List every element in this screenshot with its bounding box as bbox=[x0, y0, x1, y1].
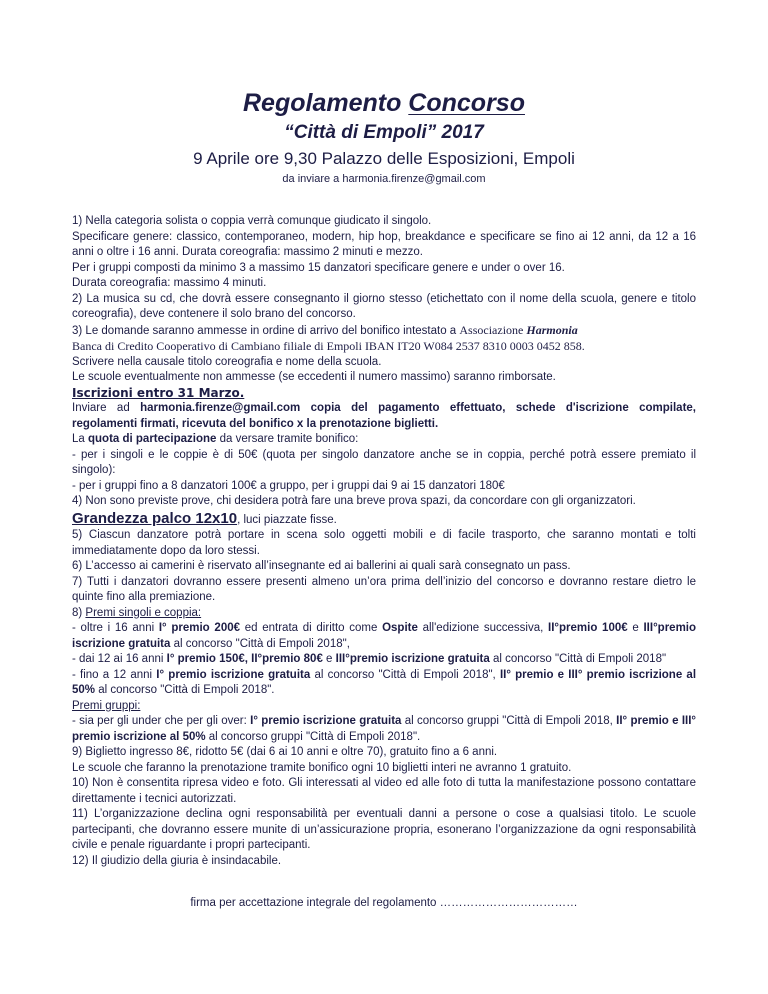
send-instructions bbox=[72, 401, 696, 432]
rule-3-refund: Le scuole eventualmente non ammesse (se eccedenti il numero massimo) saranno rimborsate. bbox=[72, 371, 556, 383]
prize-text: al concorso "Città di Empoli 2018", bbox=[310, 668, 500, 681]
prize-text: al concorso "Città di Empoli 2018". bbox=[95, 684, 275, 696]
prize-bold: , bbox=[244, 653, 252, 665]
stage-size-label: Grandezza palco 12x10 bbox=[72, 509, 238, 527]
prize-text: - oltre i 16 anni bbox=[72, 622, 159, 634]
prize-bold: II°premio 100€ bbox=[548, 622, 628, 634]
prizes-under-12 bbox=[72, 668, 696, 699]
rule-1-groups: Per i gruppi composti da minimo 3 a massimo 15 danzatori specificare genere e under o over 16. bbox=[72, 261, 565, 274]
title-part-regolamento: Regolamento bbox=[243, 89, 409, 117]
document-subtitle: “Città di Empoli” 2017 bbox=[284, 122, 484, 143]
rule-7: 7) Tutti i danzatori dovranno essere presenti almeno un’ora prima dell’inizio del concorso e dovranno restare dietro le quinte fino alla premiazione. bbox=[72, 575, 696, 603]
prize-bold: I° premio 150€ bbox=[166, 653, 245, 665]
rule-2: 2) La musica su cd, che dovrà essere consegnanto il giorno stesso (etichettato con il nome della scuola, genere e titolo coreografia), deve contenere il solo brano del concorso. bbox=[72, 292, 696, 320]
prize-text: al concorso gruppi "Città di Empoli 2018". bbox=[205, 730, 421, 743]
prize-bold: II°premio 80€ bbox=[251, 653, 323, 665]
send-instructions-bold: harmonia.firenze@gmail.com copia del pagamento effettuato, schede d'iscrizione compilate, regolamenti firmati, ricevuta del bonifico x la prenotazione biglietti. bbox=[72, 402, 697, 430]
prizes-singles-heading: Premi singoli e coppia: bbox=[85, 606, 202, 619]
rule-11: 11) L’organizzazione declina ogni responsabilità per eventuali danni a persone o cose a qualsiasi titolo. Le scuole partecipanti, che dovranno essere munite di un’assicurazione propria, esonerano l’organizzazione da ogni responsabilità civile e penale riguardante i propri partecipanti. bbox=[72, 808, 696, 851]
rule-5: 5) Ciascun danzatore potrà portare in scena solo oggetti mobili e di facile trasporto, che saranno montati e tolti immediatamente dopo da loro stessi. bbox=[72, 529, 696, 557]
rule-1-genre: Specificare genere: classico, contemporaneo, modern, hip hop, breakdance e specificare se fino ai 12 anni, da 12 a 16 anni o oltre i 16 anni. Durata coreografia: massimo 2 minuti e mezzo. bbox=[72, 230, 696, 258]
prize-bold: I° premio iscrizione gratuita bbox=[156, 668, 311, 681]
prize-text: al concorso "Città di Empoli 2018" bbox=[489, 653, 667, 665]
event-dateline: 9 Aprile ore 9,30 Palazzo delle Esposizioni, Empoli bbox=[193, 149, 575, 168]
rule-3 bbox=[72, 323, 696, 340]
prize-text: al concorso "Città di Empoli 2018", bbox=[170, 637, 350, 650]
stage-lights: , luci piazzate fisse. bbox=[237, 513, 337, 526]
association-label: Associazione bbox=[459, 322, 527, 337]
quota-lead: La bbox=[72, 433, 88, 445]
send-instructions-lead: Inviare ad bbox=[72, 402, 141, 414]
iscrizioni-deadline: Iscrizioni entro 31 Marzo. bbox=[72, 385, 245, 400]
prize-bold: I° premio iscrizione gratuita bbox=[250, 715, 402, 727]
send-to-line: da inviare a harmonia.firenze@gmail.com bbox=[282, 173, 486, 185]
stage-size bbox=[72, 510, 696, 529]
prize-bold: I° premio 200€ bbox=[158, 622, 241, 634]
rule-3-text: 3) Le domande saranno ammesse in ordine di arrivo del bonifico intestato a bbox=[72, 324, 460, 337]
prize-text: ed entrata di diritto come bbox=[240, 622, 383, 634]
rule-4: 4) Non sono previste prove, chi desidera potrà fare una breve prova spazi, da concordare con gli organizzatori. bbox=[72, 495, 636, 507]
prizes-groups-heading: Premi gruppi: bbox=[72, 699, 141, 712]
rule-1: 1) Nella categoria solista o coppia verrà comunque giudicato il singolo. bbox=[72, 215, 432, 227]
bank-details: Banca di Credito Cooperativo di Cambiano filiale di Empoli IBAN IT20 W084 2537 8310 0003 0452 858. bbox=[72, 339, 585, 353]
prize-text: al concorso gruppi "Città di Empoli 2018, bbox=[401, 715, 617, 727]
prize-text: - dai 12 ai 16 anni bbox=[72, 653, 167, 665]
rule-6: 6) L’accesso ai camerini è riservato all’insegnante ed ai ballerini ai quali sarà consegnato un pass. bbox=[72, 560, 571, 572]
prize-bold: II° premio e III° premio iscrizione al 50% bbox=[72, 715, 697, 743]
quota-tail: da versare tramite bonifico: bbox=[216, 433, 359, 445]
quota-heading bbox=[72, 432, 696, 448]
quota-singles: - per i singoli e le coppie è di 50€ (quota per singolo danzatore anche se in coppia, perché potrà essere premiato il singolo): bbox=[72, 448, 696, 476]
prizes-12-16 bbox=[72, 652, 696, 668]
prize-text: - fino a 12 anni bbox=[72, 668, 157, 681]
prize-bold: Ospite bbox=[382, 622, 418, 634]
prize-bold: II° premio e III° premio iscrizione al 50% bbox=[72, 668, 697, 696]
rule-1-duration: Durata coreografia: massimo 4 minuti. bbox=[72, 277, 267, 289]
rules-body bbox=[72, 214, 696, 869]
quota-groups: - per i gruppi fino a 8 danzatori 100€ a gruppo, per i gruppi dai 9 ai 15 danzatori 180€ bbox=[72, 479, 505, 492]
prizes-over-16 bbox=[72, 621, 696, 652]
prize-bold: III°premio iscrizione gratuita bbox=[335, 653, 490, 665]
prize-bold: III°premio iscrizione gratuita bbox=[72, 622, 697, 650]
rule-3-causale: Scrivere nella causale titolo coreografia e nome della scuola. bbox=[72, 355, 382, 368]
rule-10: 10) Non è consentita ripresa video e foto. Gli interessati al video ed alle foto di tutta la manifestazione possono contattare direttamente i tecnici autorizzati. bbox=[72, 777, 696, 805]
prize-text: e bbox=[627, 622, 644, 634]
association-name: Harmonia bbox=[526, 322, 578, 337]
quota-label: quota di partecipazione bbox=[88, 433, 217, 445]
title-part-concorso: Concorso bbox=[408, 89, 525, 117]
rule-12: 12) Il giudizio della giuria è insindacabile. bbox=[72, 854, 282, 867]
rule-9-free-tickets: Le scuole che faranno la prenotazione tramite bonifico ogni 10 biglietti interi ne avranno 1 gratuito. bbox=[72, 761, 572, 774]
prize-text: - sia per gli under che per gli over: bbox=[72, 715, 251, 727]
rule-9: 9) Biglietto ingresso 8€, ridotto 5€ (dai 6 ai 10 anni e oltre 70), gratuito fino a 6 anni. bbox=[72, 746, 498, 758]
rule-8-heading bbox=[72, 606, 696, 622]
prizes-groups bbox=[72, 714, 696, 745]
rule-8-number: 8) bbox=[72, 606, 86, 619]
signature-line: firma per accettazione integrale del regolamento ……………………………… bbox=[190, 897, 578, 909]
document-title bbox=[0, 88, 768, 118]
prize-text: all'edizione successiva, bbox=[417, 622, 549, 634]
prize-text: e bbox=[322, 653, 336, 665]
